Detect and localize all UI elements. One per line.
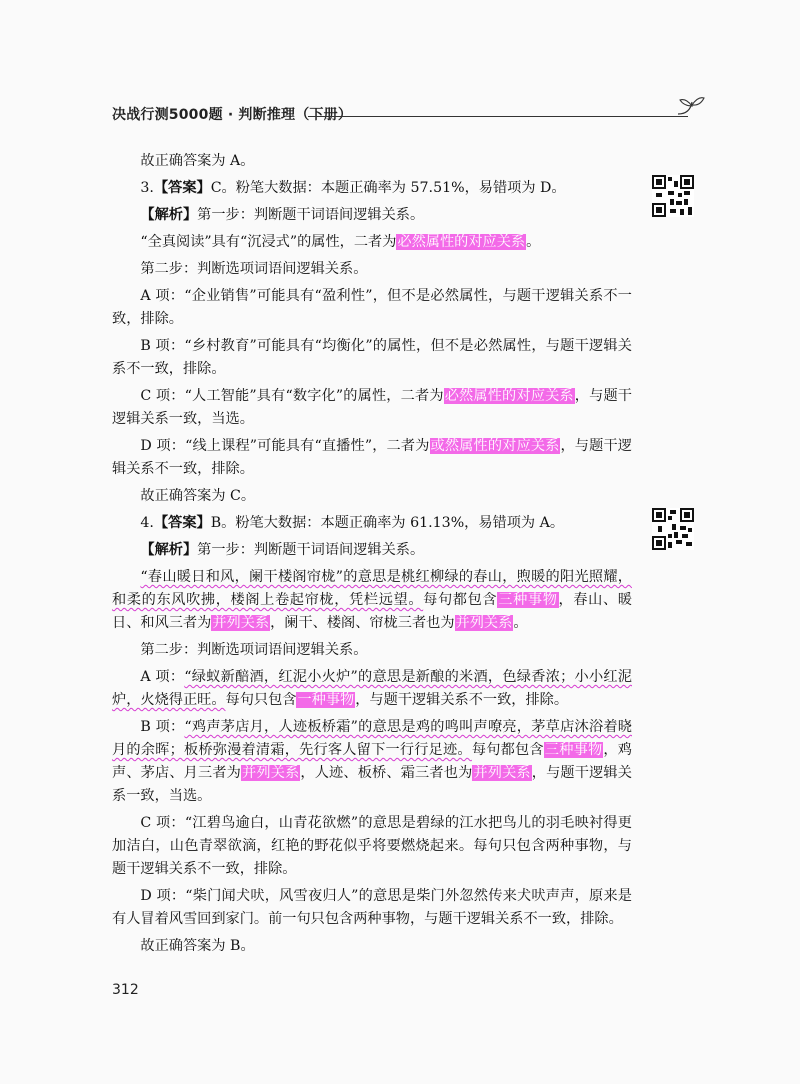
answer-label: 【答案】 (153, 515, 211, 531)
sprout-icon (676, 94, 706, 122)
answer-explanations (112, 150, 632, 962)
q3-option-a: A 项：“企业销售”可能具有“盈利性”，但不是必然属性，与题干逻辑关系不一致，排除。 (112, 288, 632, 327)
q4-option-a (112, 666, 632, 712)
q3-option-b: B 项：“乡村教育”可能具有“均衡化”的属性，但不是必然属性，与题干逻辑关系不一致，排除。 (112, 338, 632, 377)
q3-option-c (112, 385, 632, 431)
q4-stem-analysis (112, 566, 632, 635)
q4-answer-line (112, 512, 632, 535)
text-span: ，与题干逻辑关系不一致，排除。 (112, 438, 632, 477)
q4-option-c: C 项：“江碧鸟逾白，山青花欲燃”的意思是碧绿的江水把鸟儿的羽毛映衬得更加洁白，山色青翠欲滴，红艳的野花似乎将要燃烧起来。每句只包含两种事物，与题干逻辑关系不一致，排除。 (112, 815, 632, 877)
book-title: 决战行测5000题 · 判断推理（下册） (112, 107, 353, 123)
question-number: 3. (140, 180, 154, 196)
analysis-text: 第一步：判断题干词语间逻辑关系。 (197, 207, 425, 223)
text-span: ，鸡声、茅店、月三者为 (112, 742, 632, 781)
highlight: 三种事物 (498, 592, 558, 608)
q3-answer-line (112, 177, 632, 200)
answer-text: C。粉笔大数据：本题正确率为 57.51%，易错项为 D。 (210, 180, 566, 196)
text-span: ，阑干、楼阁、帘栊三者也为 (270, 615, 455, 631)
q4-option-d: D 项：“柴门闻犬吠，风雪夜归人”的意思是柴门外忽然传来犬吠声声，原来是有人冒着风雪回到家门。前一句只包含两种事物，与题干逻辑关系不一致，排除。 (112, 888, 632, 927)
text-span: 。 (513, 615, 528, 631)
text-span: 每句都包含 (423, 592, 498, 608)
q3-stem-analysis (112, 231, 632, 254)
q3-conclusion: 故正确答案为 C。 (140, 488, 256, 504)
q4-option-b (112, 716, 632, 808)
highlight: 并列关系 (473, 765, 531, 781)
qr-code-icon[interactable] (652, 508, 694, 550)
highlight: 并列关系 (212, 615, 270, 631)
q4-conclusion: 故正确答案为 B。 (140, 938, 255, 954)
highlight: 必然属性的对应关系 (444, 388, 574, 404)
text-span: 每句都包含 (471, 742, 544, 758)
text-span: ，与题干逻辑关系不一致，排除。 (355, 692, 569, 708)
text-span: A 项： (140, 669, 185, 685)
q4-analysis-step1 (112, 539, 632, 562)
header-rule (308, 116, 688, 117)
question-number: 4. (140, 515, 154, 531)
analysis-text: 第一步：判断题干词语间逻辑关系。 (197, 542, 425, 558)
highlight: 并列关系 (242, 765, 300, 781)
highlight: 必然属性的对应关系 (397, 234, 526, 250)
highlight: 一种事物 (297, 692, 355, 708)
text-span: 。 (526, 234, 541, 250)
text-span: C 项：“人工智能”具有“数字化”的属性，二者为 (140, 388, 444, 404)
highlight: 三种事物 (544, 742, 603, 758)
analysis-label: 【解析】 (140, 542, 198, 558)
answer-text: B。粉笔大数据：本题正确率为 61.13%，易错项为 A。 (210, 515, 565, 531)
page-number: 312 (112, 982, 139, 998)
answer-conclusion: 故正确答案为 A。 (140, 153, 255, 169)
running-header (112, 96, 702, 130)
wavy-underline: “绿蚁新醅酒，红泥小火炉”的意思是新酿的米酒，色绿香浓；小小红泥炉，火烧得正旺。 (112, 669, 632, 708)
text-span: B 项： (140, 719, 185, 735)
q3-step2: 第二步：判断选项词语间逻辑关系。 (140, 261, 368, 277)
text-span: ，与题干逻辑关系一致，当选。 (112, 765, 632, 804)
answer-label: 【答案】 (153, 180, 211, 196)
q3-option-d (112, 435, 632, 481)
qr-code-icon[interactable] (652, 175, 694, 217)
text-span: ，春山、暖日、和风三者为 (112, 592, 632, 631)
wavy-underline: “鸡声茅店月，人迹板桥霜”的意思是鸡的鸣叫声嘹亮，茅草店沐浴着晓月的余晖；板桥弥漫着清霜，先行客人留下一行行足迹。 (112, 719, 632, 758)
wavy-underline: “春山暖日和风，阑干楼阁帘栊”的意思是桃红柳绿的春山，煦暖的阳光照耀，和柔的东风吹拂，楼阁上卷起帘栊，凭栏远望。 (112, 569, 632, 608)
text-span: 每句只包含 (225, 692, 297, 708)
text-span: ，与题干逻辑关系一致，当选。 (112, 388, 632, 427)
q4-step2: 第二步：判断选项词语间逻辑关系。 (140, 642, 368, 658)
text-span: “全真阅读”具有“沉浸式”的属性，二者为 (140, 234, 397, 250)
highlight: 并列关系 (455, 615, 513, 631)
text-span: ，人迹、板桥、霜三者也为 (300, 765, 473, 781)
highlight: 或然属性的对应关系 (430, 438, 560, 454)
q3-analysis-step1 (112, 204, 632, 227)
text-span: D 项：“线上课程”可能具有“直播性”，二者为 (140, 438, 430, 454)
analysis-label: 【解析】 (140, 207, 198, 223)
